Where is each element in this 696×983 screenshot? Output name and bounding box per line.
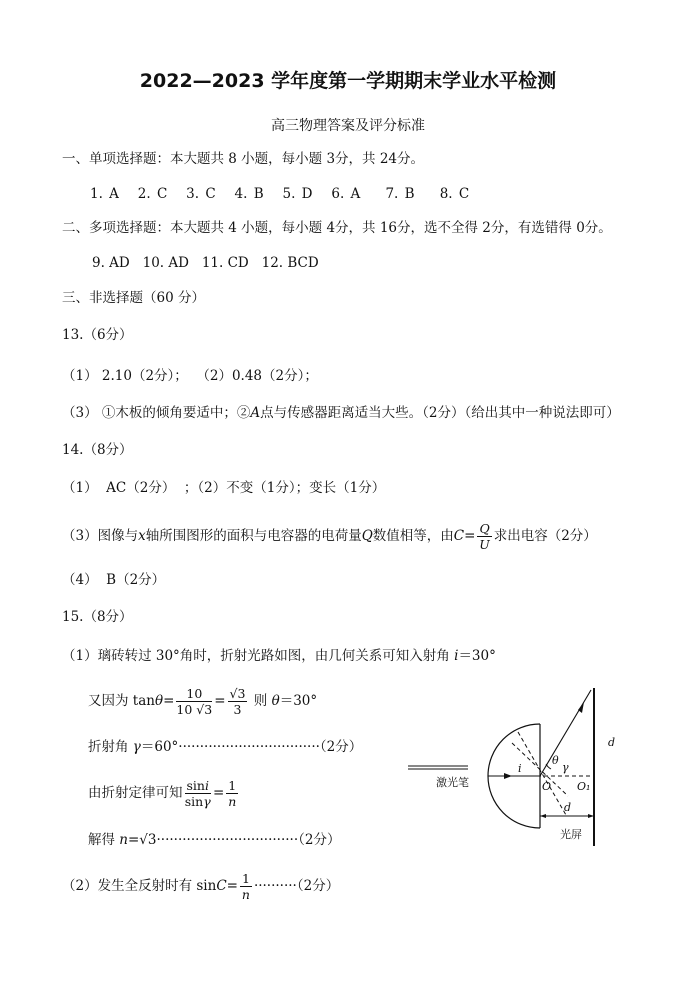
tir-num: 1 [241, 870, 250, 886]
q13-line-2 [62, 404, 620, 422]
q14-line-3-b: 轴所围图形的面积与电容器的电荷量 [145, 528, 362, 544]
tir-fraction [240, 871, 252, 902]
label-gamma: γ [562, 761, 569, 774]
q13-line-2-start: （3） ①木板的倾角要适中；② [62, 405, 251, 421]
optics-diagram [400, 680, 620, 850]
sol-label: 解得 [88, 832, 120, 848]
q14-line-3-d: 求出电容（2分） [493, 528, 597, 544]
sin-gamma [185, 794, 211, 809]
section-1-answers: 1. A 2. C 3. C 4. B 5. D 6. A 7. B 8. C [90, 186, 470, 202]
sin-i-var: i [204, 777, 209, 793]
law-den-2: n [228, 793, 237, 809]
label-o1: O₁ [577, 780, 591, 793]
one-over-n-fraction [226, 778, 238, 809]
c-variable: C [453, 528, 465, 544]
tir-eq: = [226, 878, 238, 894]
c-critical-var: C [216, 878, 227, 894]
tir-label: （2）发生全反射时有 sin [62, 878, 217, 894]
label-o: O [542, 780, 552, 793]
label-laser-pen: 激光笔 [436, 776, 469, 789]
q15-line-1-b: ＝30° [458, 648, 496, 664]
i-variable: i [454, 648, 459, 664]
q14-equals: = [464, 528, 476, 544]
q14-line-4: （4） B（2分） [62, 572, 166, 588]
tan-eq: = [163, 693, 175, 709]
frac-denominator: U [479, 536, 490, 552]
total-reflection-line [62, 867, 339, 905]
label-d-bottom: d [564, 801, 572, 814]
tan-num-2: √3 [229, 685, 246, 701]
q14-line-3-c: 数值相等，由 [372, 528, 454, 544]
incident-arrow [504, 773, 512, 779]
q15-heading: 15.（8分） [62, 609, 133, 625]
tan-equation [88, 683, 317, 719]
d-arrow-left [540, 814, 546, 818]
theta-var: θ [154, 693, 164, 709]
section-3-title: 三、非选择题（60 分） [62, 290, 205, 306]
theta-arc [546, 764, 551, 769]
law-num-2: 1 [228, 777, 237, 793]
sin-gamma-text: sin [184, 793, 204, 809]
gamma-var: γ [132, 739, 141, 755]
refraction-law-line [88, 774, 240, 812]
section-2-answers: 9. AD 10. AD 11. CD 12. BCD [92, 255, 319, 271]
refr-label: 折射角 [88, 739, 133, 755]
refraction-angle-line [88, 738, 362, 756]
q-over-u-fraction [477, 521, 491, 552]
tan-den-2: 3 [233, 701, 242, 717]
tir-den: n [241, 886, 250, 902]
point-a-variable: A [250, 405, 261, 421]
label-screen: 光屏 [560, 828, 582, 841]
tir-score: ··········（2分） [253, 878, 340, 894]
law-eq: = [212, 785, 225, 801]
label-theta: θ [552, 754, 559, 767]
refr-value: ＝60°·································（2分） [140, 739, 363, 755]
tan-label: 又因为 tan [88, 693, 155, 709]
law-label: 由折射定律可知 [88, 785, 183, 801]
tan-den: 10 √3 [176, 701, 213, 717]
q-variable: Q [361, 528, 373, 544]
page-subtitle: 高三物理答案及评分标准 [271, 118, 425, 134]
sin-i [185, 778, 211, 794]
q13-line-1: （1） 2.10（2分）； （2）0.48（2分）； [62, 368, 318, 384]
q15-line-1-a: （1）璃砖转过 30°角时，折射光路如图，由几何关系可知入射角 [62, 648, 455, 664]
sol-value: =√3·································（2分） [128, 832, 341, 848]
tan-then: 则 [249, 693, 272, 709]
q14-line-3-a: （3）图像与 [62, 528, 139, 544]
sin-gamma-var: γ [203, 793, 211, 809]
q14-line-3-row [62, 519, 597, 553]
tan-fraction-1 [176, 686, 212, 717]
label-d-top: d [608, 736, 616, 749]
page-title: 2022—2023 学年度第一学期期末学业水平检测 [139, 70, 557, 92]
q14-heading: 14.（8分） [62, 442, 133, 458]
q13-heading: 13.（6分） [62, 327, 133, 343]
solution-line [88, 831, 340, 849]
label-i: i [518, 762, 522, 775]
x-variable: x [138, 528, 146, 544]
q13-line-2-end: 点与传感器距离适当大些。（2分）（给出其中一种说法即可） [260, 405, 620, 421]
tan-eq-2: = [214, 693, 226, 709]
theta-var-2: θ [271, 693, 280, 709]
sin-ratio-fraction [185, 778, 211, 809]
n-var: n [119, 832, 128, 848]
sin-i-text: sin [186, 777, 205, 793]
tan-num: 10 [176, 686, 212, 702]
tan-fraction-2 [228, 686, 248, 717]
frac-numerator: Q [479, 520, 490, 536]
q14-line-1: （1） AC（2分） ；（2）不变（1分）；变长（1分） [62, 480, 386, 496]
tan-result: ＝30° [279, 693, 318, 709]
q15-line-1 [62, 647, 496, 665]
section-1-title: 一、单项选择题：本大题共 8 小题，每小题 3分，共 24分。 [62, 151, 425, 167]
section-2-title: 二、多项选择题：本大题共 4 小题，每小题 4分，共 16分，选不全得 2分，有选错得 0分。 [62, 220, 612, 236]
